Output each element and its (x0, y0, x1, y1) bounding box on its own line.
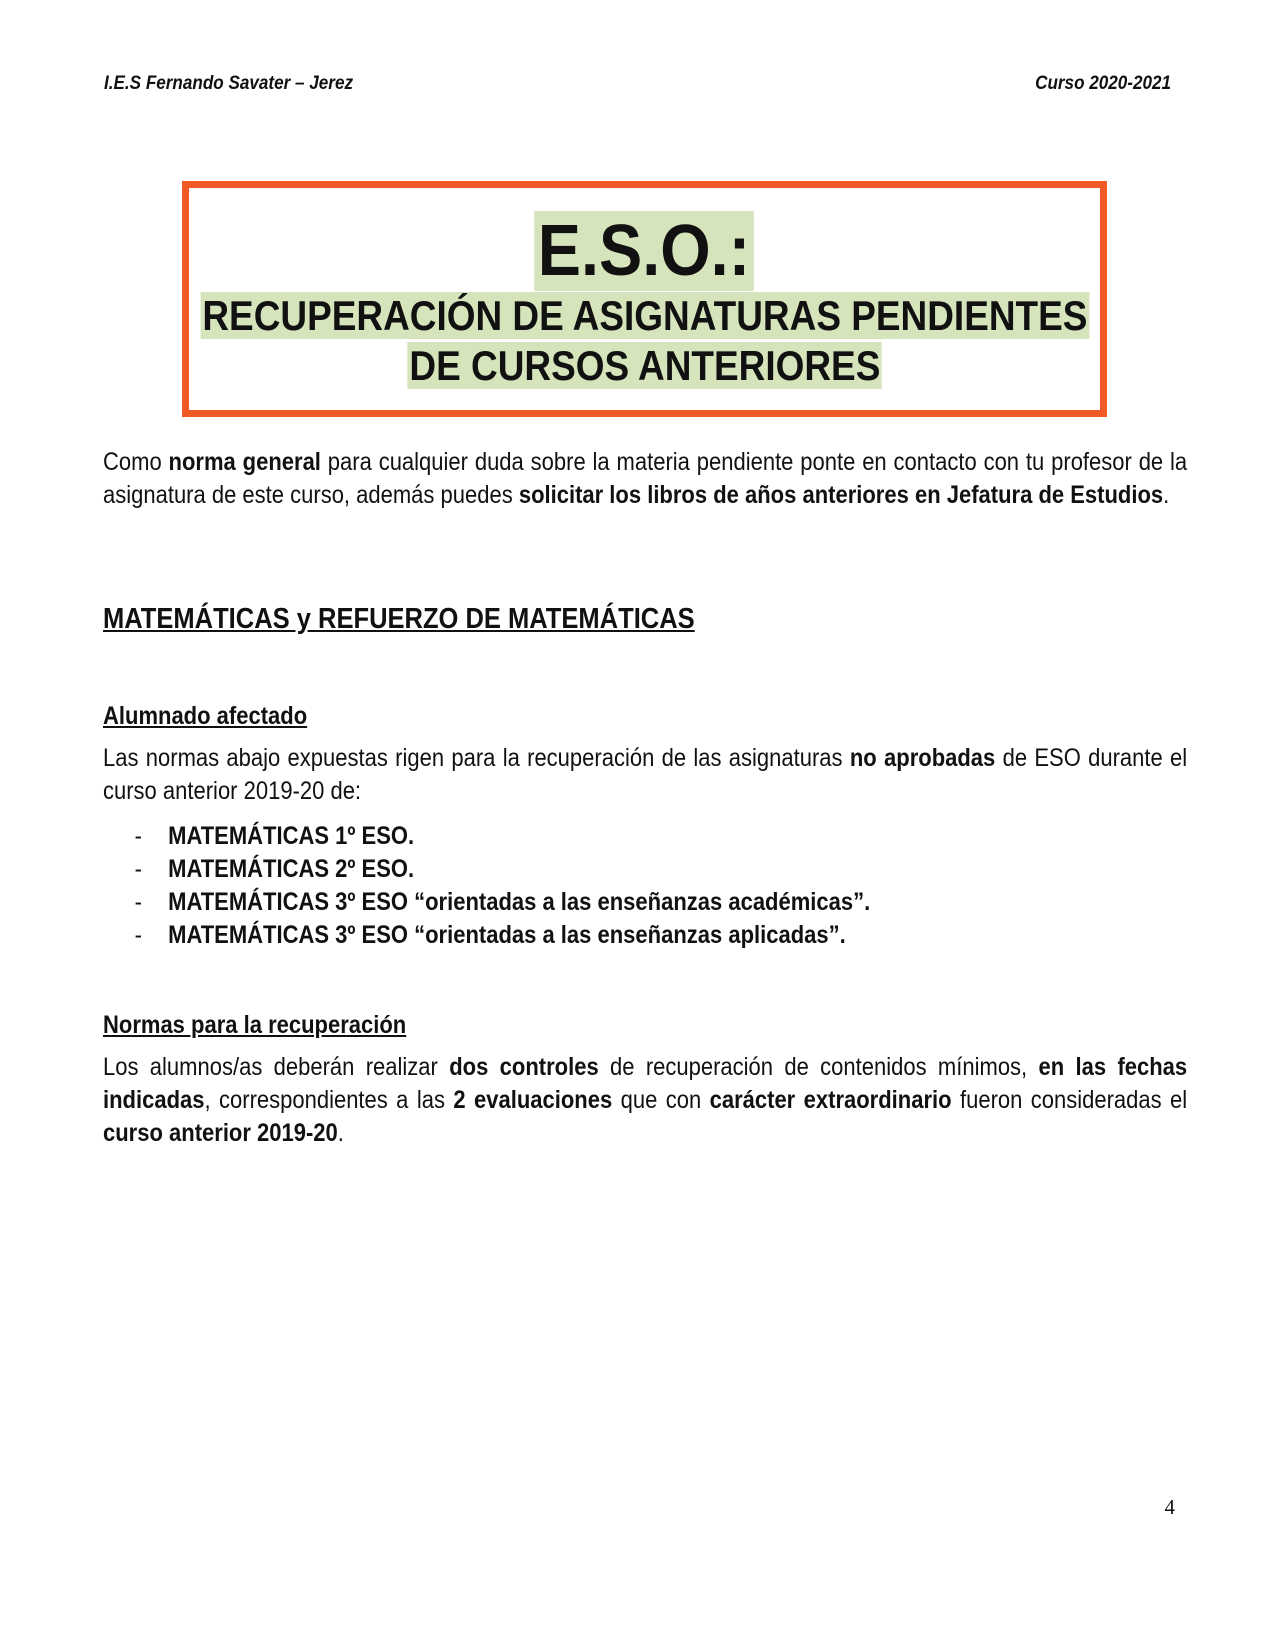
title-main: E.S.O.: (535, 211, 755, 291)
alumnado-text-2: de ESO durante el curso anterior 2019-20 de: (103, 744, 1188, 805)
section-title-text: MATEMÁTICAS y REFUERZO DE MATEMÁTICAS (103, 603, 695, 635)
normas-text-2: de recuperación de contenidos mínimos, (598, 1053, 1039, 1081)
normas-text-1: Los alumnos/as deberán realizar (103, 1053, 450, 1081)
normas-bold-5: curso anterior 2019-20 (103, 1119, 338, 1147)
normas-text-5: fueron consideradas el (951, 1086, 1188, 1114)
header-course-year: Curso 2020-2021 (1035, 73, 1171, 94)
normas-heading (103, 1009, 1187, 1042)
title-box (182, 181, 1107, 417)
normas-text-6: . (337, 1119, 344, 1147)
normas-text-3: , correspondientes a las (204, 1086, 454, 1114)
normas-bold-2: en las fechas indicadas (103, 1053, 1188, 1114)
section-title (103, 603, 1187, 636)
title-subtitle-line1: RECUPERACIÓN DE ASIGNATURAS PENDIENTES (201, 292, 1088, 339)
alumnado-bold-1: no aprobadas (849, 744, 996, 772)
subject-list (103, 820, 1187, 952)
normas-bold-1: dos controles (449, 1053, 599, 1081)
intro-text-2: para cualquier duda sobre la materia pendiente ponte en contacto con tu profesor de la asignatura de este curso, además puedes (103, 448, 1188, 509)
normas-paragraph (103, 1051, 1187, 1150)
header-school-name: I.E.S Fernando Savater – Jerez (104, 73, 354, 94)
intro-text-3: . (1163, 481, 1170, 509)
normas-heading-text: Normas para la recuperación (103, 1011, 407, 1039)
alumnado-text-1: Las normas abajo expuestas rigen para la recuperación de las asignaturas (103, 744, 850, 772)
title-subtitle-line2: DE CURSOS ANTERIORES (409, 342, 880, 389)
intro-text-1: Como (103, 448, 169, 476)
normas-bold-3: 2 evaluaciones (453, 1086, 613, 1114)
alumnado-heading-text: Alumnado afectado (103, 702, 308, 730)
list-item: - MATEMÁTICAS 1º ESO. (103, 820, 1187, 853)
alumnado-paragraph (103, 742, 1187, 808)
intro-paragraph (103, 446, 1187, 512)
page-number: 4 (1164, 1495, 1175, 1519)
intro-bold-2: solicitar los libros de años anteriores en Jefatura de Estudios (518, 481, 1164, 509)
intro-bold-1: norma general (168, 448, 321, 476)
alumnado-heading (103, 700, 1187, 733)
list-item: - MATEMÁTICAS 3º ESO “orientadas a las enseñanzas aplicadas”. (103, 919, 1187, 952)
normas-bold-4: carácter extraordinario (709, 1086, 952, 1114)
title-subtitle (200, 291, 1089, 391)
normas-text-4: que con (612, 1086, 710, 1114)
list-item: - MATEMÁTICAS 2º ESO. (103, 853, 1187, 886)
list-item: - MATEMÁTICAS 3º ESO “orientadas a las enseñanzas académicas”. (103, 886, 1187, 919)
